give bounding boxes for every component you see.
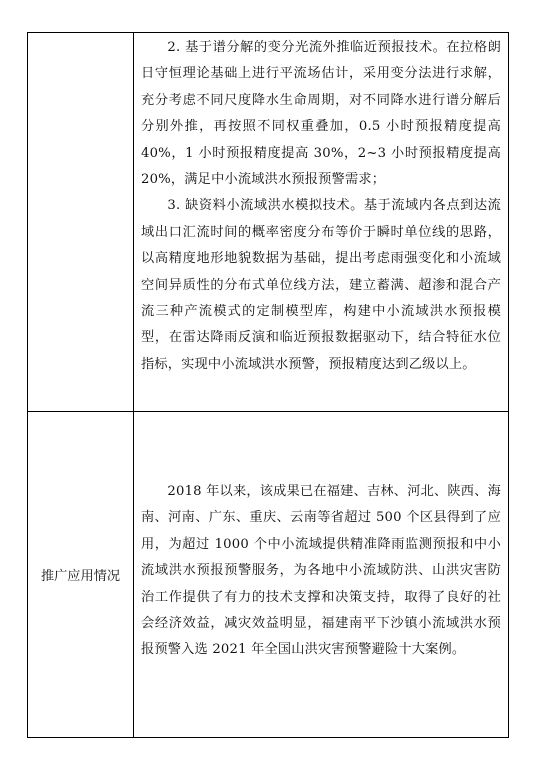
column-divider [133,33,134,737]
paragraph-spectral-optical-flow: 2. 基于谱分解的变分光流外推临近预报技术。在拉格朗日守恒理论基础上进行平流场估计，采用变分法进行求解，充分考虑不同尺度降水生命周期，对不同降水进行谱分解后分别外推，再按照不同权重叠加，0.5 小时预报精度提高 40%，1 小时预报精度提高 30%，2~3 小时预报精度提高 20%，满足中小流域洪水预报预警需求； [141,40,501,188]
technology-description-cell [141,35,501,378]
paragraph-application: 2018 年以来，该成果已在福建、吉林、河北、陕西、海南、河南、广东、重庆、云南等省超过 500 个区县得到了应用，为超过 1000 个中小流域提供精准降雨监测预报和中小流域洪水预报预警服务，为各地中小流域防洪、山洪灾害防治工作提供了有力的技术支撑和决策支持，取得了良好的社会经济效益，减灾效益明显，福建南平下沙镇小流域洪水预报预警入选 2021 年全国山洪灾害预警避险十大案例。 [141,484,501,658]
row-divider [28,411,508,412]
info-table [27,32,509,738]
application-description-cell [141,479,501,664]
row-label-application: 推广应用情况 [40,569,121,584]
paragraph-small-basin-flood-simulation: 3. 缺资料小流域洪水模拟技术。基于流域内各点到达流域出口汇流时间的概率密度分布等价于瞬时单位线的思路，以高精度地形地貌数据为基础，提出考虑雨强变化和小流域空间异质性的分布式单位线方法，建立蓄满、超渗和混合产流三种产流模式的定制模型库，构建中小流域洪水预报模型，在雷达降雨反演和临近预报数据驱动下，结合特征水位指标，实现中小流域洪水预警，预报精度达到乙级以上。 [141,198,501,372]
